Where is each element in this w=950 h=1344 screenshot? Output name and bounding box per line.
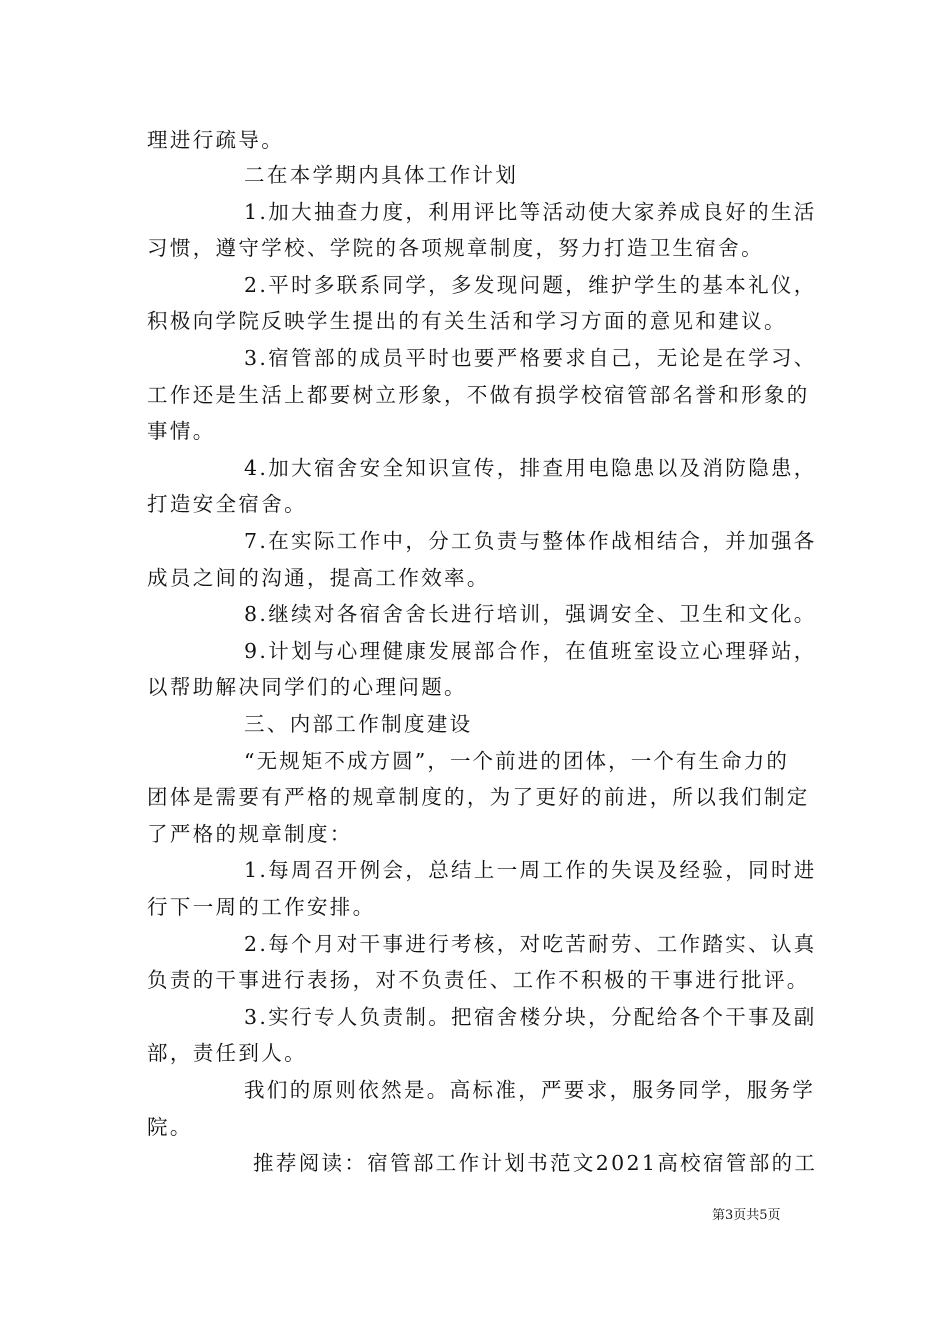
text-line: 行下一周的工作安排。 xyxy=(147,895,376,919)
section-heading: 三、内部工作制度建设 xyxy=(244,712,473,736)
text-line: 1.加大抽查力度，利用评比等活动使大家养成良好的生活 xyxy=(244,200,817,224)
text-line: 团体是需要有严格的规章制度的，为了更好的前进，所以我们制定 xyxy=(147,785,810,809)
text-line: “无规矩不成方圆”，一个前进的团体，一个有生命力的 xyxy=(244,749,789,773)
text-line: 成员之间的沟通，提高工作效率。 xyxy=(147,566,490,590)
text-line: 我们的原则依然是。高标准，严要求，服务同学，服务学 xyxy=(244,1078,816,1102)
text-line: 负责的干事进行表扬，对不负责任、工作不积极的干事进行批评。 xyxy=(147,968,810,992)
text-line: 理进行疏导。 xyxy=(147,128,285,152)
text-line: 工作还是生活上都要树立形象，不做有损学校宿管部名誉和形象的 xyxy=(147,383,810,407)
text-line: 9.计划与心理健康发展部合作，在值班室设立心理驿站， xyxy=(244,639,817,663)
text-line: 习惯，遵守学校、学院的各项规章制度，努力打造卫生宿舍。 xyxy=(147,236,764,260)
text-line: 8.继续对各宿舍舍长进行培训，强调安全、卫生和文化。 xyxy=(244,602,817,626)
text-line: 1.每周召开例会，总结上一周工作的失误及经验，同时进 xyxy=(244,858,817,882)
text-line: 3.宿管部的成员平时也要严格要求自己，无论是在学习、 xyxy=(244,346,817,370)
text-line: 积极向学院反映学生提出的有关生活和学习方面的意见和建议。 xyxy=(147,309,787,333)
text-line: 事情。 xyxy=(147,419,216,443)
page-number: 第3页共5页 xyxy=(712,1208,781,1223)
recommended-reading-line: 推荐阅读：宿管部工作计划书范文2021高校宿管部的工 xyxy=(253,1151,818,1175)
text-line: 部，责任到人。 xyxy=(147,1041,307,1065)
text-line: 7.在实际工作中，分工负责与整体作战相结合，并加强各 xyxy=(244,529,817,553)
text-line: 2.平时多联系同学，多发现问题，维护学生的基本礼仪， xyxy=(244,273,817,297)
text-line: 以帮助解决同学们的心理问题。 xyxy=(147,675,467,699)
text-line: 4.加大宿舍安全知识宣传，排查用电隐患以及消防隐患， xyxy=(244,456,817,480)
text-line: 了严格的规章制度： xyxy=(147,822,353,846)
text-line: 院。 xyxy=(147,1115,193,1139)
section-heading: 二在本学期内具体工作计划 xyxy=(244,163,519,187)
text-line: 2.每个月对干事进行考核，对吃苦耐劳、工作踏实、认真 xyxy=(244,932,817,956)
text-line: 打造安全宿舍。 xyxy=(147,492,307,516)
text-line: 3.实行专人负责制。把宿舍楼分块，分配给各个干事及副 xyxy=(244,1005,817,1029)
